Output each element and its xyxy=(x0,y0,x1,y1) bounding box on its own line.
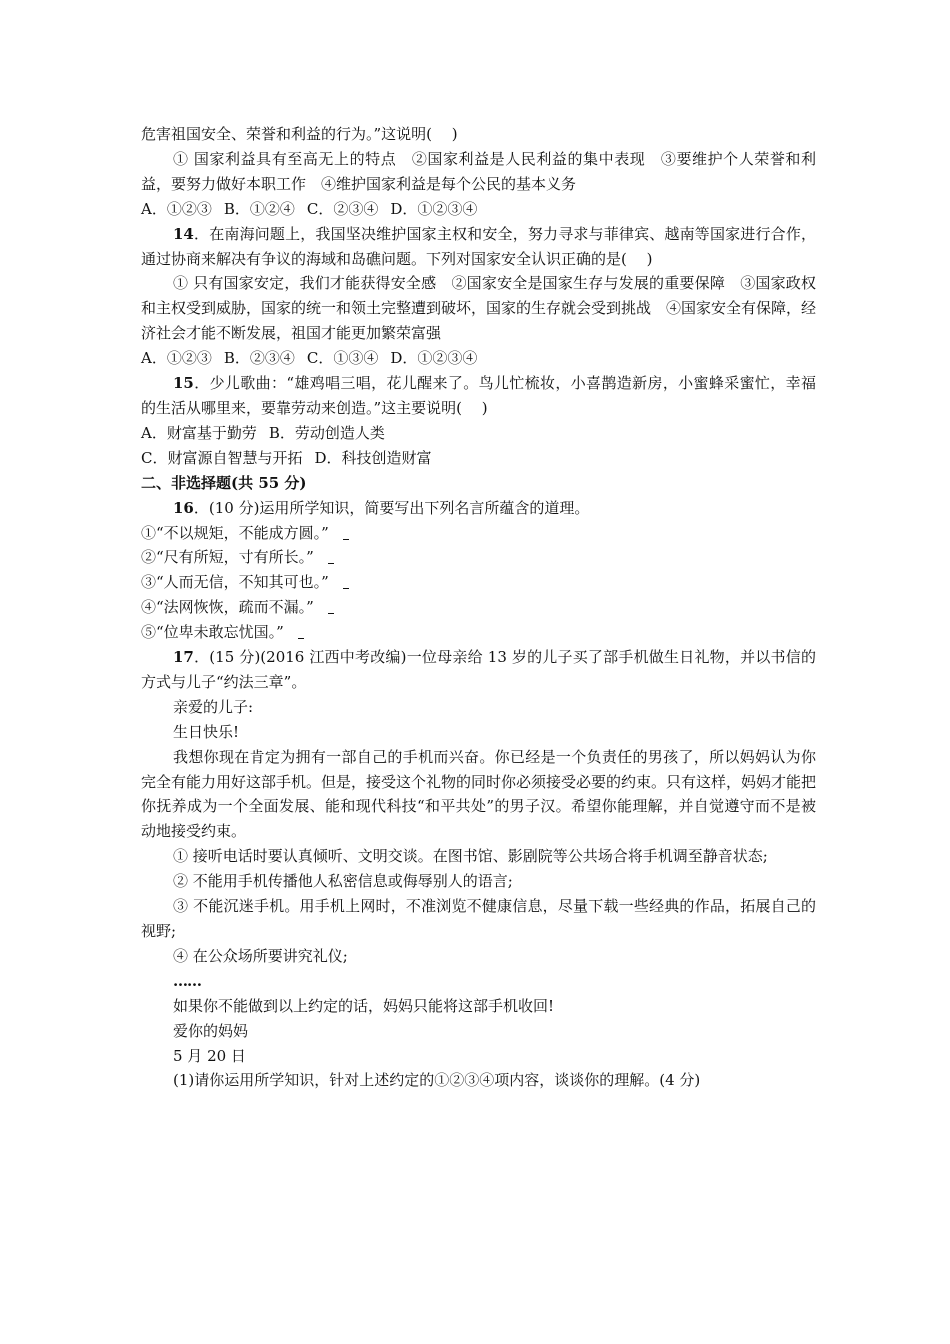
q17-stem-text: ．(15 分)(2016 江西中考改编)一位母亲给 13 岁的儿子买了部手机做生日礼物，并以书信的方式与儿子“约法三章”。 xyxy=(141,648,816,691)
answer-blank[interactable] xyxy=(343,576,349,589)
letter-closing: 如果你不能做到以上约定的话，妈妈只能将这部手机收回! xyxy=(173,996,555,1015)
q13-stem-tail: 危害祖国安全、荣誉和利益的行为。”这说明( ) xyxy=(141,125,458,143)
q14-stem-text: ．在南海问题上，我国坚决维护国家主权和安全，努力寻求与菲律宾、越南等国家进行合作，通过协商来解决有争议的海域和岛礁问题。下列对国家安全认识正确的是( ) xyxy=(141,224,816,268)
answer-blank[interactable] xyxy=(343,527,349,540)
q14-option-c: C．①③④ xyxy=(306,349,379,368)
q16-stem-text: ．(10 分)运用所学知识，简要写出下列名言所蕴含的道理。 xyxy=(193,498,590,517)
q16-item-1 xyxy=(141,521,816,546)
q16-number: 16 xyxy=(173,498,194,517)
q13-option-c: C．②③④ xyxy=(306,199,379,218)
q15-stem xyxy=(141,371,816,421)
letter-ellipsis: …… xyxy=(173,971,201,990)
q15-stem-text: ．少儿歌曲：“雄鸡唱三唱，花儿醒来了。鸟儿忙梳妆，小喜鹊造新房，小蜜蜂采蜜忙，幸福的生活从哪里来，要靠劳动来创造。”这主要说明( ) xyxy=(141,374,816,417)
letter-rule-2: ② 不能用手机传播他人私密信息或侮辱别人的语言; xyxy=(173,872,513,891)
q13-option-d: D．①②③④ xyxy=(390,199,478,218)
q16-item-2-text: ②“尺有所短，寸有所长。” xyxy=(141,548,314,567)
letter-date: 5 月 20 日 xyxy=(173,1046,246,1065)
answer-blank[interactable] xyxy=(298,626,304,639)
letter-signature: 爱你的妈妈 xyxy=(173,1021,249,1040)
q17-sub1: (1)请你运用所学知识，针对上述约定的①②③④项内容，谈谈你的理解。(4 分) xyxy=(173,1071,701,1090)
q16-item-4 xyxy=(141,595,816,620)
q16-item-4-text: ④“法网恢恢，疏而不漏。” xyxy=(141,598,314,617)
q16-item-2 xyxy=(141,545,816,570)
letter-greeting: 生日快乐! xyxy=(173,722,240,741)
q16-item-5-text: ⑤“位卑未敢忘忧国。” xyxy=(141,623,284,642)
q17-number: 17 xyxy=(173,648,194,667)
q14-options xyxy=(141,346,816,371)
q16-stem xyxy=(141,496,816,521)
answer-blank[interactable] xyxy=(328,551,334,564)
q13-options xyxy=(141,197,816,222)
q15-number: 15 xyxy=(173,374,194,393)
letter-body: 我想你现在肯定为拥有一部自己的手机而兴奋。你已经是一个负责任的男孩了，所以妈妈认为你完全有能力用好这部手机。但是，接受这个礼物的同时你必须接受必要的约束。只有这样，妈妈才能把你抚养成为一个全面发展、能和现代科技“和平共处”的男子汉。希望你能理解，并自觉遵守而不是被动地接受约束。 xyxy=(141,747,817,841)
q13-statements: ① 国家利益具有至高无上的特点 ②国家利益是人民利益的集中表现 ③要维护个人荣誉和利益，要努力做好本职工作 ④维护国家利益是每个公民的基本义务 xyxy=(141,149,816,193)
q15-option-d: D．科技创造财富 xyxy=(314,448,432,467)
section2-title: 二、非选择题(共 55 分) xyxy=(141,473,307,492)
letter-salutation: 亲爱的儿子: xyxy=(173,697,254,716)
q13-option-b: B．①②④ xyxy=(223,199,295,218)
q15-option-c: C．财富源自智慧与开拓 xyxy=(141,448,303,467)
q14-number: 14 xyxy=(173,224,194,243)
q16-item-3 xyxy=(141,570,816,595)
q15-option-b: B．劳动创造人类 xyxy=(268,423,385,442)
q14-option-d: D．①②③④ xyxy=(390,349,478,368)
q14-stem xyxy=(141,222,816,272)
q13-option-a: A．①②③ xyxy=(141,199,212,218)
q14-statements: ① 只有国家安定，我们才能获得安全感 ②国家安全是国家生存与发展的重要保障 ③国家政权和主权受到威胁，国家的统一和领土完整遭到破坏，国家的生存就会受到挑战 ④国家安全有保障，经济社会才能不断发展，祖国才能更加繁荣富强 xyxy=(141,274,817,343)
q16-item-3-text: ③“人而无信，不知其可也。” xyxy=(141,573,329,592)
answer-blank[interactable] xyxy=(328,601,334,614)
q16-item-5 xyxy=(141,620,816,645)
q14-option-b: B．②③④ xyxy=(223,349,295,368)
q16-item-1-text: ①“不以规矩，不能成方圆。” xyxy=(141,523,329,542)
q14-option-a: A．①②③ xyxy=(141,349,212,368)
q15-options-row1 xyxy=(141,421,816,446)
exam-page xyxy=(141,122,816,1093)
q17-stem xyxy=(141,645,816,695)
q15-option-a: A．财富基于勤劳 xyxy=(141,423,257,442)
q15-options-row2 xyxy=(141,446,816,471)
letter-rule-4: ④ 在公众场所要讲究礼仪; xyxy=(173,946,348,965)
letter-rule-1: ① 接听电话时要认真倾听、文明交谈。在图书馆、影剧院等公共场合将手机调至静音状态; xyxy=(173,847,768,866)
letter-rule-3: ③ 不能沉迷手机。用手机上网时，不准浏览不健康信息，尽量下载一些经典的作品，拓展自己的视野; xyxy=(141,897,816,940)
